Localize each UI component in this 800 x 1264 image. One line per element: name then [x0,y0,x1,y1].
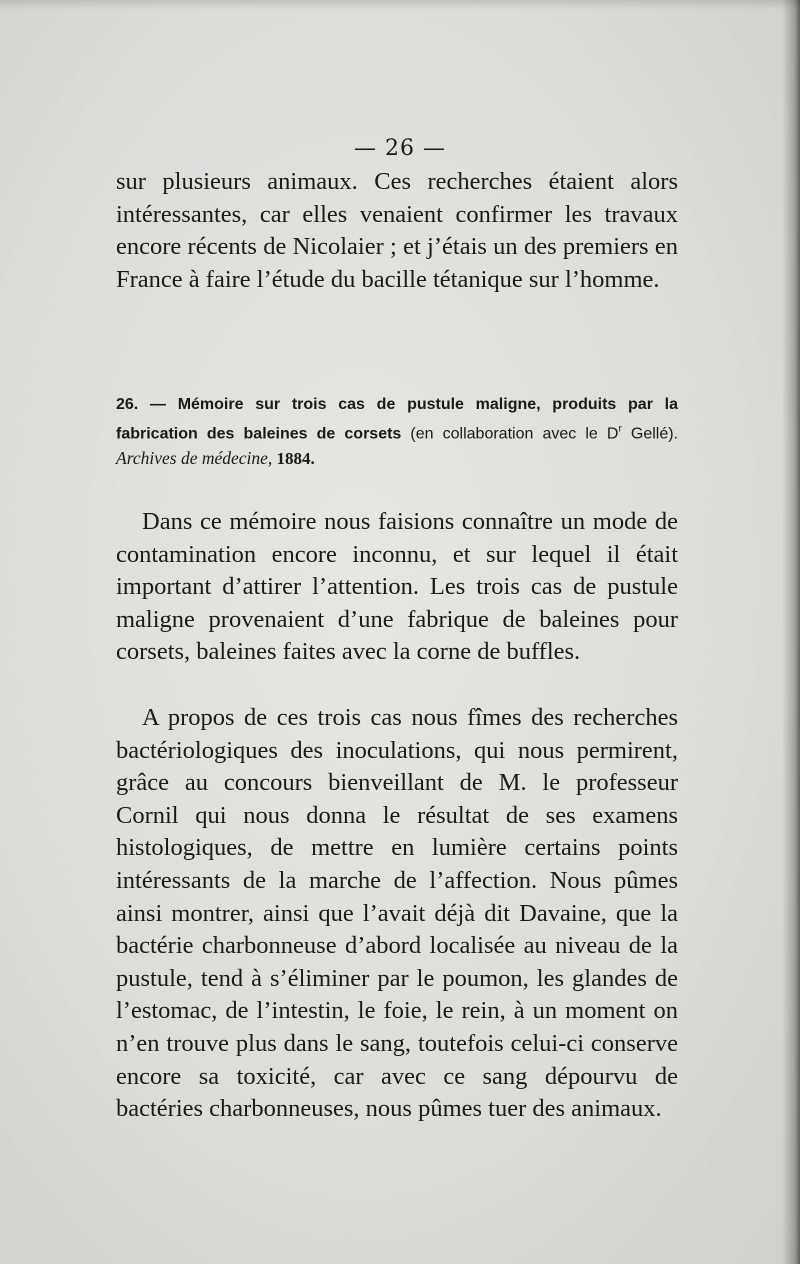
bibliography-entry [116,392,678,472]
page-top-edge-shadow [0,0,800,10]
entry-collaboration: (en collaboration avec le D [401,425,619,443]
entry-collaborator: Gellé). [621,425,678,443]
entry-dr-superscript: r [618,424,622,435]
entry-journal: Archives de médecine, [116,448,273,469]
intro-paragraph: sur plusieurs animaux. Ces recherches étaient alors intéressantes, car elles venaient confirmer les travaux encore récents de Nicolaier ; et j’étais un des premiers en France à faire l’étude du bacille tétanique sur l’homme. [116,168,678,293]
entry-number: 26. [116,396,139,413]
entry-title: Mémoire sur trois cas de pustule maligne, produits par la fabrication des baleines de corsets [116,396,678,443]
page-right-edge-shadow [782,0,800,1264]
entry-dash: — [138,396,178,413]
entry-year: 1884. [272,449,315,469]
body-paragraph-2: A propos de ces trois cas nous fîmes des recherches bactériologiques des inoculations, qui nous permirent, grâce au concours bienveillant de M. le professeur Cornil qui nous donna le résultat de ses examens histologiques, de mettre en lumière certains points intéressants de la marche de l’affection. Nous pûmes ainsi montrer, ainsi que l’avait déjà dit Davaine, que la bactérie charbonneuse d’abord localisée au niveau de la pustule, tend à s’éliminer par le poumon, les glandes de l’estomac, de l’intestin, le foie, le rein, à un moment on n’en trouve plus dans le sang, toutefois celui-ci conserve encore sa toxicité, car avec ce sang dépourvu de bactéries charbonneuses, nous pûmes tuer des animaux. [116,704,678,1123]
page-number: — 26 — [354,136,446,161]
body-paragraph-1: Dans ce mémoire nous faisions connaître un mode de contamination encore inconnu, et sur lequel il était important d’attirer l’attention. Les trois cas de pustule maligne provenaient d’une fabrique de baleines pour corsets, baleines faites avec la corne de buffles. [116,508,678,666]
